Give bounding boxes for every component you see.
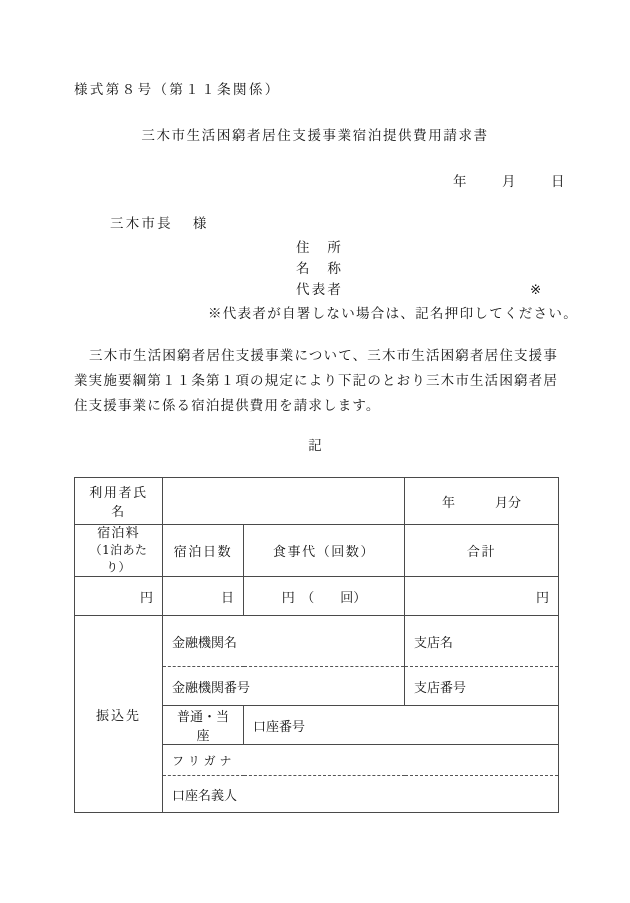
- applicant-block: [296, 238, 566, 301]
- period-cell[interactable]: [405, 478, 559, 525]
- lodging-fee-header-cell: [75, 525, 163, 577]
- page-title: 三木市生活困窮者居住支援事業宿泊提供費用請求書: [141, 128, 489, 144]
- account-number-label: 口座番号: [253, 719, 306, 735]
- body-paragraph-text: 三木市生活困窮者居住支援事業について、三木市生活困窮者居住支援事業実施要綱第１１条第１項の規定により下記のとおり三木市生活困窮者居住支援事業に係る宿泊提供費用を請求します。: [74, 348, 558, 414]
- table-row-user-name: [75, 478, 559, 525]
- addressee-line: [110, 212, 206, 232]
- account-type-cell[interactable]: [163, 706, 244, 745]
- ki-marker: 記: [308, 438, 322, 454]
- table-row-bank-name: [75, 616, 559, 667]
- user-name-label-cell: 利用者氏名: [75, 478, 163, 525]
- addressee-label: 三木市長: [110, 216, 173, 232]
- branch-code-label: 支店番号: [414, 680, 467, 696]
- account-type-label: 普通・当座: [176, 710, 229, 744]
- transfer-label-cell: 振込先: [75, 616, 163, 813]
- period-month-label: 月分: [495, 495, 522, 511]
- claim-table: [74, 477, 559, 813]
- bank-name-cell[interactable]: [163, 616, 405, 667]
- form-number: 様式第８号（第１１条関係）: [74, 82, 281, 98]
- total-header-cell: 合計: [405, 525, 559, 577]
- branch-code-cell[interactable]: [405, 667, 559, 706]
- applicant-representative-label: 代表者: [296, 282, 344, 298]
- bank-code-cell[interactable]: [163, 667, 405, 706]
- branch-name-label: 支店名: [414, 635, 454, 651]
- table-row-fee-headers: [75, 525, 559, 577]
- lodging-fee-label: 宿泊料: [97, 526, 140, 541]
- lodging-fee-unit: 円: [139, 590, 153, 606]
- meal-fee-unit: 円 （ 回）: [281, 590, 367, 606]
- applicant-representative-row: [296, 280, 566, 301]
- applicant-address-label: 住 所: [296, 240, 344, 256]
- total-unit: 円: [535, 590, 549, 606]
- table-row-fee-values: [75, 577, 559, 616]
- body-paragraph: [74, 344, 558, 419]
- user-name-value-cell[interactable]: [163, 478, 405, 525]
- branch-name-cell[interactable]: [405, 616, 559, 667]
- furigana-cell[interactable]: [163, 745, 559, 776]
- seal-mark-icon: ※: [530, 282, 542, 298]
- lodging-fee-value-cell[interactable]: [75, 577, 163, 616]
- account-holder-label: 口座名義人: [172, 788, 238, 804]
- seal-note: ※代表者が自署しない場合は、記名押印してください。: [208, 306, 578, 322]
- applicant-address-row: [296, 238, 566, 259]
- meal-fee-value-cell[interactable]: [244, 577, 405, 616]
- lodging-fee-sublabel: （1泊あたり）: [89, 543, 148, 574]
- furigana-label: フ リ ガ ナ: [172, 753, 232, 768]
- applicant-name-label: 名 称: [296, 261, 344, 277]
- total-value-cell[interactable]: [405, 577, 559, 616]
- period-year-label: 年: [441, 495, 455, 511]
- date-day-label: 日: [551, 174, 566, 190]
- bank-name-label: 金融機関名: [172, 635, 238, 651]
- lodging-days-header-cell: 宿泊日数: [163, 525, 244, 577]
- lodging-days-unit: 日: [220, 590, 234, 606]
- date-line: [453, 170, 566, 190]
- lodging-days-value-cell[interactable]: [163, 577, 244, 616]
- account-number-cell[interactable]: [244, 706, 559, 745]
- meal-fee-header-cell: 食事代（回数）: [244, 525, 405, 577]
- date-month-label: 月: [502, 174, 517, 190]
- account-holder-cell[interactable]: [163, 776, 559, 813]
- bank-code-label: 金融機関番号: [172, 680, 251, 696]
- date-year-label: 年: [453, 174, 468, 190]
- addressee-honorific: 様: [192, 216, 207, 232]
- applicant-name-row: [296, 259, 566, 280]
